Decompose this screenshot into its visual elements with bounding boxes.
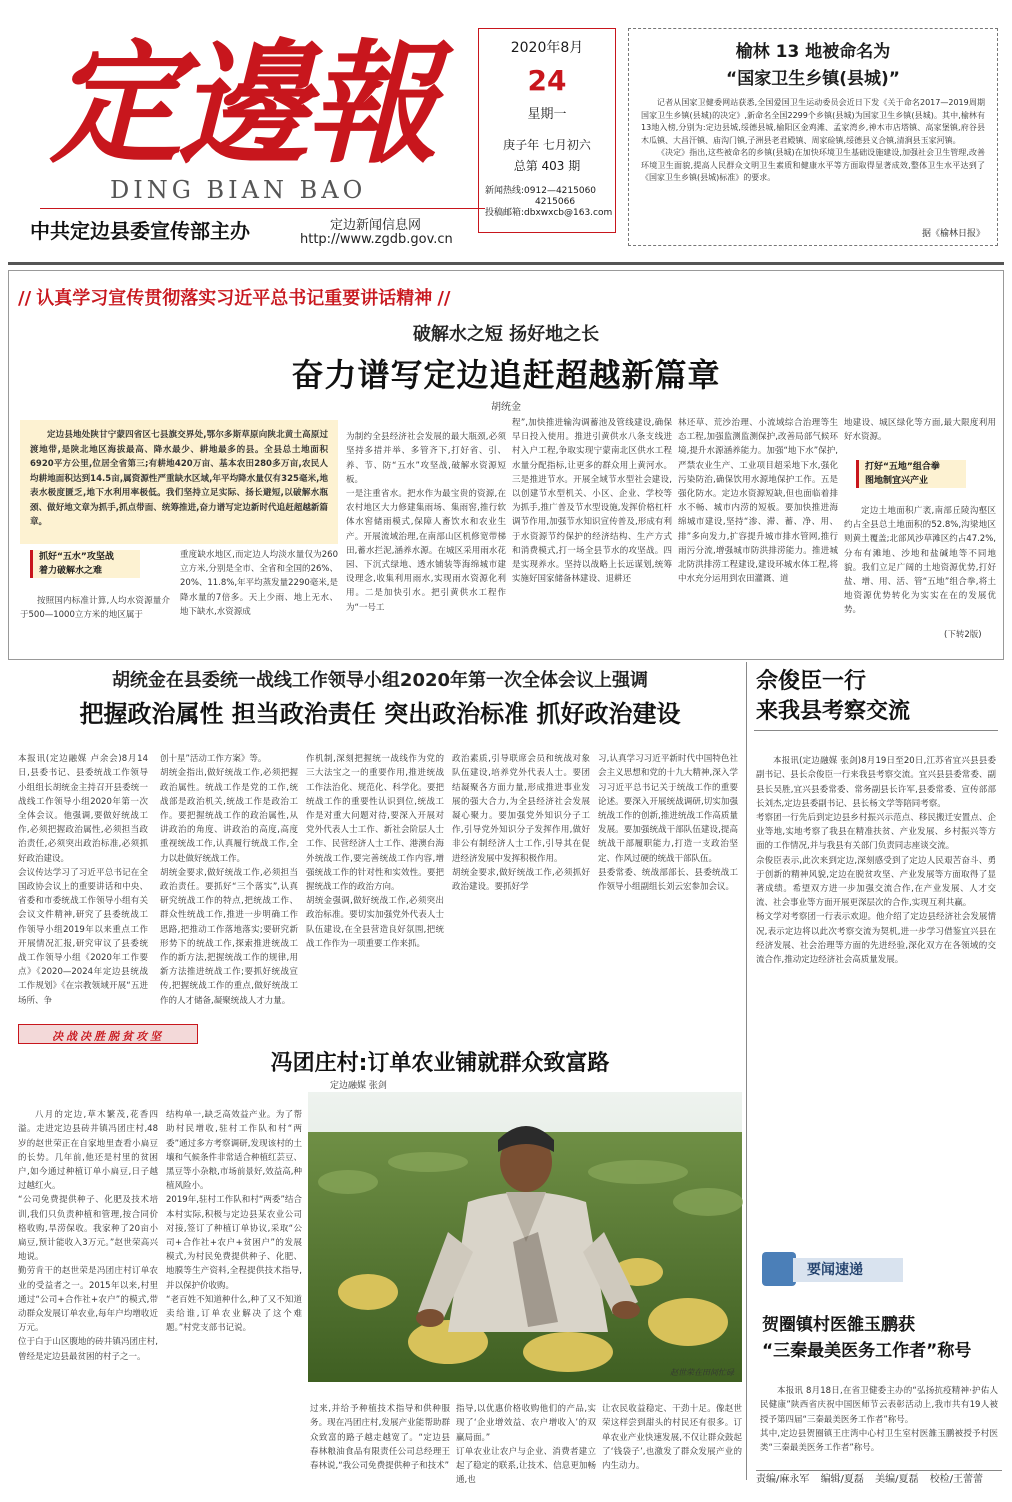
brief-title-2: “三秦最美医务工作者”称号 <box>762 1341 972 1361</box>
lead-subheading-1-text: 抓好“五水”攻坚战 着力破解水之难 <box>39 552 114 576</box>
farmer-field-photo <box>308 1092 742 1382</box>
date-year-month: 2020年8月 <box>510 40 584 56</box>
lead-col-1 <box>20 594 170 652</box>
lead-col-2 <box>180 548 338 652</box>
lead-subheading-2-text: 打好“五地”组合拳 图地制宜兴产业 <box>865 462 940 486</box>
lead-col-4 <box>512 416 672 654</box>
masthead-sponsor: 中共定边县委宣传部主办 <box>30 219 250 243</box>
footer-art: 美编/夏磊 <box>875 1474 919 1485</box>
article4-col-3-text: 过来,并给予种植技术指导和供种服务。现在冯团庄村,发展产业能帮助群众致富的路子越走越宽了。“定边县春林粮油食品有限责任公司总经理王春林说,“我公司免费提供种子和技术” <box>310 1404 450 1472</box>
banner-text: 认真学习宣传贯彻落实习近平总书记重要讲话精神 <box>36 288 433 309</box>
article4-col-1-text: 八月的定边,草木繁茂,花香四溢。走进定边县砖井镇冯团庄村,48岁的赵世荣正在自家地里查看小扁豆的长势。几年前,他还是村里的贫困户,如今通过种植订单小扁豆,日子越过越红火。 “公司免费提供种子、化肥及技术培训,我们只负责种植和管理,按合同价格收购,旱涝保收。我家种了20亩小扁豆,预计能收入3万元。”赵世荣高兴地说。 勤劳肯干的赵世荣是冯团庄村订单农业的受益者之一。2015年以来,村里通过“公司+合作社+农户”的模式,带动群众发展订单农业,每年户均增收近万元。 位于白于山区腹地的砖井镇冯团庄村,曾经是定边县最贫困的村子之一。 <box>18 1110 158 1362</box>
masthead-pinyin: DING BIAN BAO <box>110 176 367 204</box>
masthead-rule <box>40 208 485 209</box>
lead-col-6-text: 地建设、城区绿化等方面,最大限度利用好水资源。 <box>844 418 996 443</box>
article3-title-rule <box>754 730 998 731</box>
footer-editor2: 编辑/夏磊 <box>820 1474 864 1485</box>
lead-intro-box <box>20 420 338 544</box>
masthead-divider <box>8 262 1004 265</box>
article4-photo <box>308 1092 742 1382</box>
brief-section-label: 要闻速递 <box>807 1262 863 1278</box>
article4-col-5-text: 让农民收益稳定、干劲十足。像赵世荣这样尝到甜头的村民还有很多。订单农业产业快速发展,不仅让群众鼓起了‘钱袋子’,也激发了群众发展产业的内生动力。 <box>602 1404 742 1472</box>
masthead <box>0 0 1012 262</box>
column-divider-right <box>746 662 747 1480</box>
article4-col-3 <box>310 1388 450 1480</box>
lead-col-3 <box>346 416 506 654</box>
date-day: 24 <box>527 64 567 97</box>
article2-col-3 <box>306 738 444 1024</box>
lead-col-2-text: 重度缺水地区,而定边人均淡水量仅为260立方米,分别是全市、全省和全国的26%、20%、11.8%,年平均蒸发量2290毫米,是降水量的7倍多。天上少雨、地上无水、地下缺水,水资源成 <box>180 550 338 617</box>
lead-col-5 <box>678 416 838 654</box>
article2-col-1-text: 本报讯(定边融媒 卢余会)8月14日,县委书记、县委统战工作领导小组组长胡统金主持召开县委统一战线工作领导小组2020年第一次全体会议。他强调,要做好统战工作,必须把握政治属性,必须担当政治责任,必须突出政治标准,必须抓好政治建设。 会议传达学习了习近平总书记在全国政协会议上的重要讲话和中央、省委和市委统战工作领导小组有关会议文件精神,研究了县委统战工作领导小组2019年以来重点工作开展情况汇报,研究审议了县委统战工作领导小组《2020年工作要点》《2020—2024年定边县统战工作规划》《在宗教领域开展“五进场所、争 <box>18 754 148 1006</box>
article3-body-text: 本报讯(定边融媒 张剑)8月19日至20日,江苏省宜兴县县委副书记、县长佘俊臣一行来我县考察交流。宜兴县县委常委、副县长吴胜,宜兴县委常委、常务副县长许军,县委常委、宣传部部长刘杰,定边县委副书记、县长杨文学等陪同考察。 考察团一行先后到定边县乡村振兴示范点、移民搬迁安置点、企业等地,实地考察了我县在精准扶贫、产业发展、乡村振兴等方面的工作情况,并与我县有关部门负责同志座谈交流。 佘俊臣表示,此次来到定边,深刻感受到了定边人民艰苦奋斗、勇于创新的精神风貌,定边在脱贫攻坚、产业发展等方面取得了显著成绩。希望双方进一步加强交流合作,在产业发展、人才交流、社会事业等方面开展更深层次的合作,实现互利共赢。 杨文学对考察团一行表示欢迎。他介绍了定边县经济社会发展情况,表示定边将以此次考察交流为契机,进一步学习借鉴宜兴县在经济发展、社会治理等方面的先进经验,深化双方在各领域的交流合作,推动定边经济社会高质量发展。 <box>756 756 996 966</box>
lead-author: 胡统金 <box>491 402 521 413</box>
hotline-number-2: 4215066 <box>535 197 576 207</box>
lead-subtitle: 破解水之短 扬好地之长 <box>412 324 600 345</box>
brief-header <box>756 1246 996 1296</box>
banner-right-marks: // <box>437 288 451 309</box>
article3-title-1: 佘俊臣一行 <box>756 669 867 694</box>
hotline <box>485 186 615 219</box>
date-issue: 总第 403 期 <box>513 159 581 173</box>
article4-title: 冯团庄村:订单农业铺就群众致富路 <box>270 1051 610 1076</box>
article2-col-4 <box>452 738 590 1024</box>
brief-title-1: 贺圈镇村医雒玉鹏获 <box>762 1315 915 1335</box>
article2-col-2-text: 创十星”活动工作方案》等。 胡统金指出,做好统战工作,必须把握政治属性。统战工作是党的工作,统战部是政治机关,统战工作是政治工作。要把握统战工作的政治属性,从讲政治的角度、讲政治的高度,高度重视统战工作,认真履行统战工作,全力以赴做好统战工作。 胡统金要求,做好统战工作,必须担当政治责任。要抓好“三个落实”,认真研究统战工作的特点,把统战工作、群众性统战工作,推进一步明确工作思路,把推动工作落地落实;要研究新形势下的统战工作,探索推进统战工作的新方法,把握统战工作的规律,用新方法推进统战工作;要抓好统战宣传,把握统战工作的重点,做好统战工作的人才储备,凝聚统战人才力量。 <box>160 754 298 1006</box>
footer-proof: 校检/王蕾蕾 <box>929 1474 984 1485</box>
lead-subheading-2 <box>856 460 966 488</box>
footer-editor: 责编/麻永军 <box>756 1474 810 1485</box>
top-news-title-1: 榆林 13 地被命名为 <box>735 42 891 62</box>
photo-caption: 赵世荣在田间忙碌 <box>670 1368 734 1377</box>
top-news-box <box>628 28 998 246</box>
article4-col-4-text: 指导,以优惠价格收购他们的产品,实现了‘企业增效益、农户增收入’的双赢局面。” 订单农业让农户与企业、消费者建立起了稳定的联系,让技术、信息更加畅通,也 <box>456 1404 596 1486</box>
lead-col-6b <box>844 504 996 622</box>
masthead-site-url[interactable]: http://www.zgdb.gov.cn <box>300 232 453 247</box>
lead-col-5-text: 林还草、荒沙治理、小流域综合治理等生态工程,加强监测监测保护,改善局部气候环境,提升水源涵养能力。加强“地下水”保护,严禁农业生产、工业项目超采地下水,强化污染防治,确保饮用水源地保护工作。五是强化防水。定边水资源短缺,但也面临着排水不畅、城市内涝的短板。要加快推进海绵城市建设,坚持“渗、滞、蓄、净、用、排”多向发力,扩容提升城市排水管网,推行雨污分流,增强城市防洪排涝能力。推进城北防洪排涝工程建设,建设环城水体工程,将中水充分运用到农田灌溉、道 <box>678 418 838 585</box>
article2-col-5 <box>598 738 738 1024</box>
brief-body <box>760 1370 998 1462</box>
top-news-para-2: 《决定》指出,这些被命名的乡镇(县城)在加快环境卫生基础设施建设,加强社会卫生管理,改善环境卫生面貌,提高人民群众文明卫生素质和健康水平等方面取得显著成效,整体卫生水平达到了《国家卫生乡镇(县城)标准》的要求。 <box>641 148 985 182</box>
article4-col-2 <box>166 1094 302 1480</box>
footer <box>756 1470 1002 1488</box>
lead-intro-text: 定边县地处陕甘宁蒙四省区七县旗交界处,鄂尔多斯草原向陕北黄土高原过渡地带,是陕北地区海拔最高、降水最少、耕地最多的县。全县总土地面积6920平方公里,位居全省第三;有耕地420万亩、基本农田280多万亩,农民人均耕地面积达到14.5亩,属资源性严重缺水区域,年平均降水量仅有325毫米,地表水极度匮乏,地下水利用率极低。我们坚持立足实际、扬长避短,以破解水瓶颈、做好地文章为抓手,抓点带面、统筹推进,奋力谱写定边新时代追赶超越新篇章。 <box>30 430 328 527</box>
email-address: dbxwxcb@163.com <box>524 208 613 218</box>
article2-title-big: 把握政治属性 担当政治责任 突出政治标准 抓好政治建设 <box>79 700 681 728</box>
top-news-body <box>641 97 985 185</box>
masthead-site-name: 定边新闻信息网 <box>330 218 422 233</box>
article4-col-5 <box>602 1388 742 1480</box>
lead-jump: (下转2版) <box>944 630 982 640</box>
article4-col-2-text: 结构单一,缺乏高效益产业。为了帮助村民增收,驻村工作队和村“两委”通过多方考察调研,发现该村的土壤和气候条件非常适合种植红芸豆、黑豆等小杂粮,市场前景好,效益高,种植风险小。 2019年,驻村工作队和村“两委”结合本村实际,积极与定边县某农业公司对接,签订了种植订单协议,采取“公司+合作社+农户+贫困户”的发展模式,为村民免费提供种子、化肥、地膜等生产资料,全程提供技术指导,并以保护价收购。 “老百姓不知道种什么,种了又不知道卖给谁,订单农业解决了这个难题。”村党支部书记说。 <box>166 1110 303 1334</box>
article2-col-5-text: 习,认真学习习近平新时代中国特色社会主义思想和党的十九大精神,深入学习习近平总书记关于统战工作的重要论述。要深入开展统战调研,切实加强统战工作的创新,推进统战工作高质量发展。要加强统战干部队伍建设,提高统战干部履职能力,打造一支政治坚定、作风过硬的统战干部队伍。 县委常委、统战部部长、县委统战工作领导小组副组长刘云宏参加会议。 <box>598 754 738 893</box>
article3-title-2: 来我县考察交流 <box>756 699 911 724</box>
hotline-number-1: 0912—4215060 <box>524 186 597 196</box>
article3-body <box>756 740 996 1236</box>
date-weekday: 星期一 <box>527 107 567 122</box>
lead-col-6 <box>844 416 996 450</box>
email-label: 投稿邮箱: <box>485 208 525 218</box>
lead-title: 奋力谱写定边追赶超越新篇章 <box>291 356 721 394</box>
section-tag <box>18 1024 198 1044</box>
hotline-label: 新闻热线: <box>485 186 525 196</box>
article2-col-2 <box>160 738 298 1024</box>
top-news-source: 据《榆林日报》 <box>921 229 985 239</box>
masthead-logo-text: 定邊報 <box>50 27 434 182</box>
banner-left-marks: // <box>18 288 32 309</box>
article2-col-1 <box>18 738 148 1024</box>
date-block <box>478 28 616 233</box>
top-news-title-2: “国家卫生乡镇(县城)” <box>726 69 900 89</box>
banner <box>18 284 578 310</box>
top-news-para-1: 记者从国家卫健委网站获悉,全国爱国卫生运动委员会近日下发《关于命名2017—2019周期国家卫生乡镇(县城)的决定》,新命名全国2299个乡镇(县城)为国家卫生乡镇(县城)。其中,榆林有13地入榜,分别为:定边县城,绥德县城,榆阳区金鸡滩、孟家湾乡,神木市店塔镇、高家堡镇,府谷县木瓜镇、大昌汗镇、庙沟门镇,子洲县老君殿镇、周家硷镇,绥德县义合镇,清涧县玉家河镇。 <box>641 98 985 145</box>
article2-col-3-text: 作机制,深刻把握统一战线作为党的三大法宝之一的重要作用,推进统战工作法治化、规范化、科学化。要把统战工作的重要性认识到位,统战工作是对重大问题对待,要深入开展对党外代表人士工作、新社会阶层人士工作、民营经济人士工作、港澳台海外统战工作,要完善统战工作内容,增强统战工作的针对性和实效性。要把握统战工作的政治方向。 胡统金强调,做好统战工作,必须突出政治标准。要切实加强党外代表人士队伍建设,在全县营造良好氛围,把统战工作作为一项重要工作来抓。 <box>306 754 444 949</box>
brief-body-text: 本报讯 8月18日,在省卫健委主办的“弘扬抗疫精神·护佑人民健康”陕西省庆祝中国医师节云表彰活动上,我市共有19人被授予第四届“三秦最美医务工作者”称号。 其中,定边县贺圈镇王庄湾中心村卫生室村医雒玉鹏被授予村医类“三秦最美医务工作者”称号。 <box>760 1386 998 1454</box>
brief-label-box <box>790 1258 903 1282</box>
lead-col-4-text: 程”,加快推进输沟调蓄池及管线建设,确保早日投入使用。推进引黄供水八条支线进村入户工程,争取实现宁蒙南北区供水工程水量分配指标,让更多的群众用上黄河水。三是推进节水。开展全域节水型社会建设,以创建节水型机关、小区、企业、学校等为抓手,推广普及节水型设施,发挥价格杠杆调节作用,加强节水知识宣传普及,形成有利于水资源节约保护的经济结构、生产方式和消费模式,打一场全县节水的攻坚战。四是实现养水。坚持以战略上长远谋划,统筹实施好国家储备林建设、退耕还 <box>512 418 672 585</box>
article4-byline: 定边融媒 张剑 <box>330 1081 387 1091</box>
masthead-logo <box>40 20 490 180</box>
lead-col-6b-text: 定边土地面积广袤,南部丘陵沟壑区约占全县总土地面积的52.8%,沟梁地区则黄土覆盖;北部风沙草滩区约占47.2%,分布有滩地、沙地和盐碱地等不同地貌。我们立足广阔的土地资源优势,打好盐、增、用、活、管“五地”组合拳,将土地资源优势转化为实实在在的发展优势。 <box>844 506 996 616</box>
lead-col-3-text: 为制约全县经济社会发展的最大瓶颈,必须坚持多措并举、多管齐下,打好省、引、养、节、防“五水”攻坚战,破解水资源短板。 一是注重省水。把水作为最宝贵的资源,在农村地区大力修建集雨场、集雨窖,推行软体水窖储雨模式,保障人畜饮水和农业生产。开展流域治理,在南部山区机修宽带梯田,蓄水拦泥,涵养水源。在城区采用雨水花园、下沉式绿地、透水铺装等海绵城市建设理念,收集利用雨水,实现雨水资源化利用。二是加快引水。把引黄供水工程作为“一号工 <box>346 432 506 613</box>
section-tag-text: 决战决胜脱贫攻坚 <box>52 1030 164 1043</box>
article2-title-small: 胡统金在县委统一战线工作领导小组2020年第一次全体会议上强调 <box>111 670 649 691</box>
lead-col-1-text: 按照国内标准计算,人均水资源量介于500—1000立方米的地区属于 <box>20 596 170 621</box>
article2-col-4-text: 政治素质,引导联席会员和统战对象队伍建设,培养党外代表人士。要团结凝聚各方面力量,形成推进事业发展的强大合力,为全县经济社会发展凝心聚力。要加强党外知识分子工作,引导党外知识分子发挥作用,做好非公有制经济人士工作,引导其在促进经济发展中发挥积极作用。 胡统金要求,做好统战工作,必须抓好政治建设。要抓好学 <box>452 754 590 893</box>
article4-col-4 <box>456 1388 596 1486</box>
article4-col-1 <box>18 1094 158 1480</box>
lead-subheading-1 <box>30 550 140 578</box>
date-lunar: 庚子年 七月初六 <box>503 138 591 152</box>
